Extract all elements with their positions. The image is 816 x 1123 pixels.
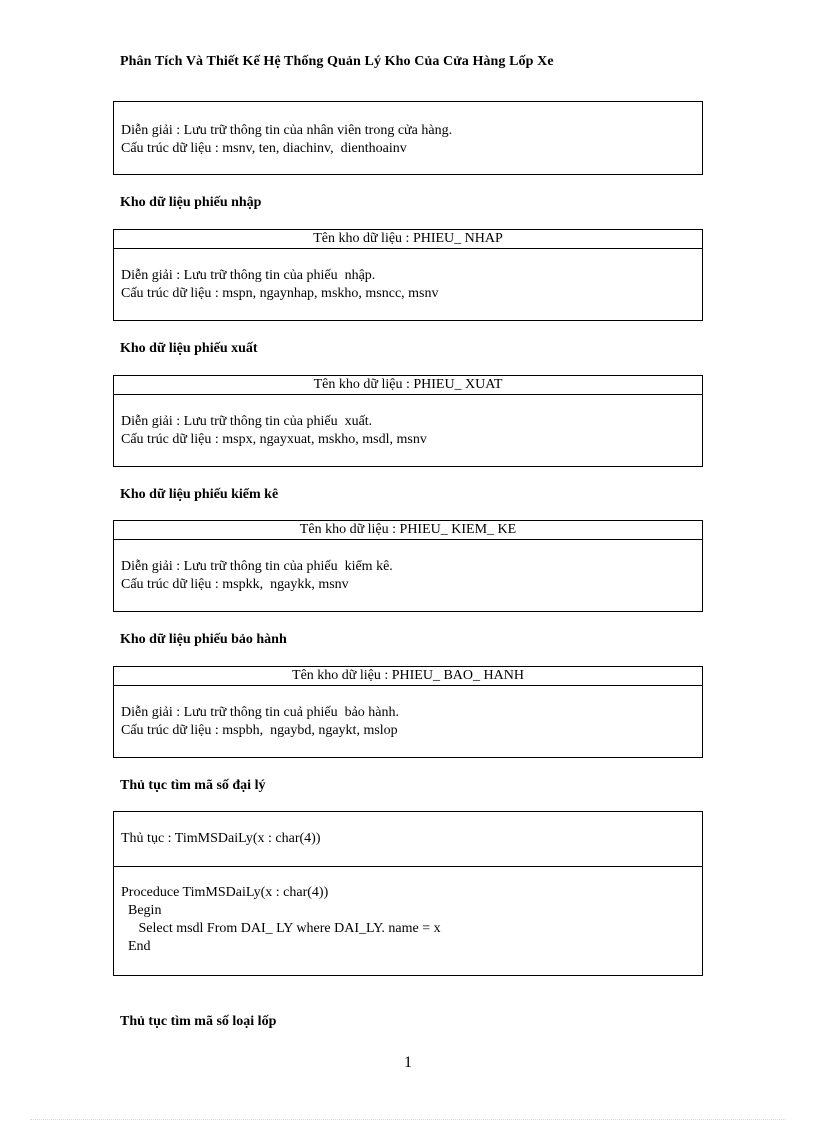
section-heading-phieu-kiem-ke: Kho dữ liệu phiếu kiểm kê bbox=[120, 487, 279, 502]
section-heading-procedure: Thủ tục tìm mã số đại lý bbox=[120, 778, 266, 793]
data-store-box-phieu-bao-hanh bbox=[113, 666, 703, 758]
store-structure: Cấu trúc dữ liệu : mspbh, ngaybd, ngaykt, mslop bbox=[121, 723, 398, 738]
store-title: Tên kho dữ liệu : PHIEU_ BAO_ HANH bbox=[114, 667, 702, 686]
code-line: Select msdl From DAI_ LY where DAI_LY. name = x bbox=[121, 921, 441, 936]
procedure-signature: Thủ tục : TimMSDaiLy(x : char(4)) bbox=[114, 812, 702, 867]
code-line: Proceduce TimMSDaiLy(x : char(4)) bbox=[121, 885, 329, 900]
store-description: Diễn giải : Lưu trữ thông tin của phiếu nhập. bbox=[121, 268, 376, 283]
code-line: Begin bbox=[121, 903, 162, 918]
store-structure: Cấu trúc dữ liệu : mspx, ngayxuat, mskho, msdl, msnv bbox=[121, 432, 427, 447]
store-structure: Cấu trúc dữ liệu : msnv, ten, diachinv, dienthoainv bbox=[121, 141, 407, 156]
store-title: Tên kho dữ liệu : PHIEU_ XUAT bbox=[114, 376, 702, 395]
store-description: Diễn giải : Lưu trữ thông tin của phiếu xuất. bbox=[121, 414, 373, 429]
section-heading-phieu-xuat: Kho dữ liệu phiếu xuất bbox=[120, 341, 258, 356]
data-store-box-phieu-nhap bbox=[113, 229, 703, 321]
store-structure: Cấu trúc dữ liệu : mspn, ngaynhap, mskho, msncc, msnv bbox=[121, 286, 439, 301]
page-header: Phân Tích Và Thiết Kế Hệ Thống Quản Lý Kho Của Cửa Hàng Lốp Xe bbox=[120, 54, 554, 69]
procedure-box bbox=[113, 811, 703, 976]
store-title: Tên kho dữ liệu : PHIEU_ NHAP bbox=[114, 230, 702, 249]
procedure-code bbox=[114, 867, 702, 956]
section-heading-next: Thủ tục tìm mã số loại lốp bbox=[120, 1014, 277, 1029]
data-store-box-nhanvien bbox=[113, 101, 703, 175]
store-description: Diễn giải : Lưu trữ thông tin của nhân viên trong cửa hàng. bbox=[121, 123, 453, 138]
footer-divider bbox=[30, 1119, 786, 1120]
code-line: End bbox=[121, 939, 151, 954]
data-store-box-phieu-xuat bbox=[113, 375, 703, 467]
page-number: 1 bbox=[404, 1054, 412, 1071]
store-title: Tên kho dữ liệu : PHIEU_ KIEM_ KE bbox=[114, 521, 702, 540]
data-store-box-phieu-kiem-ke bbox=[113, 520, 703, 612]
store-description: Diễn giải : Lưu trữ thông tin của phiếu kiểm kê. bbox=[121, 559, 393, 574]
store-description: Diễn giải : Lưu trữ thông tin cuả phiếu bảo hành. bbox=[121, 705, 400, 720]
store-structure: Cấu trúc dữ liệu : mspkk, ngaykk, msnv bbox=[121, 577, 349, 592]
section-heading-phieu-nhap: Kho dữ liệu phiếu nhập bbox=[120, 195, 262, 210]
section-heading-phieu-bao-hanh: Kho dữ liệu phiếu bảo hành bbox=[120, 632, 287, 647]
